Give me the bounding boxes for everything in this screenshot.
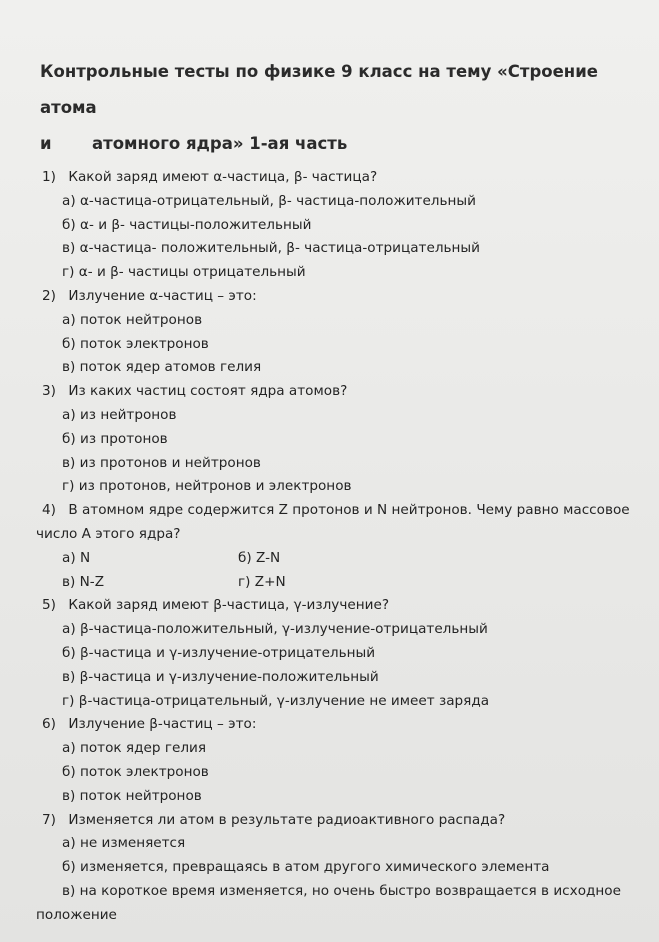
question-1-option-d: г) α- и β- частицы отрицательный: [62, 264, 306, 281]
question-3: 3) Из каких частиц состоят ядра атомов?: [42, 383, 348, 400]
question-4: 4) В атомном ядре содержится Z протонов и N нейтронов. Чему равно массовое: [42, 502, 630, 519]
question-2-option-a: а) поток нейтронов: [62, 311, 203, 328]
question-5-option-c: в) β-частица и γ-излучение-положительный: [62, 668, 379, 685]
question-1-option-b: б) α- и β- частицы-положительный: [62, 216, 312, 233]
question-6-option-c: в) поток нейтронов: [62, 787, 202, 804]
question-2-option-c: в) поток ядер атомов гелия: [62, 359, 262, 376]
question-7-option-b: б) изменяется, превращаясь в атом другого химического элемента: [62, 859, 550, 876]
question-6: 6) Излучение β-частиц – это:: [42, 716, 257, 733]
question-5-option-a: а) β-частица-положительный, γ-излучение-отрицательный: [62, 621, 488, 638]
question-4-options: [62, 547, 643, 595]
question-1: 1) Какой заряд имеют α-частица, β- частица?: [42, 169, 378, 185]
question-1-option-c: в) α-частица- положительный, β- частица-отрицательный: [62, 240, 480, 257]
question-7-option-a: а) не изменяется: [62, 835, 186, 852]
question-3-option-d: г) из протонов, нейтронов и электронов: [62, 478, 352, 495]
question-1-option-a: а) α-частица-отрицательный, β- частица-положительный: [62, 192, 476, 209]
question-2-option-b: б) поток электронов: [62, 335, 209, 352]
question-5-option-d: г) β-частица-отрицательный, γ-излучение не имеет заряда: [62, 692, 490, 709]
title-line-2-rest: атомного ядра» 1-ая часть: [92, 134, 348, 153]
title-line-2-start: и: [40, 134, 52, 153]
question-5-option-b: б) β-частица и γ-излучение-отрицательный: [62, 644, 376, 661]
question-4-option-b: б) Z-N: [238, 549, 281, 566]
question-4-continuation: число А этого ядра?: [36, 525, 181, 542]
question-6-option-a: а) поток ядер гелия: [62, 740, 207, 757]
question-6-option-b: б) поток электронов: [62, 763, 209, 780]
question-4-option-a: а) N: [62, 549, 91, 566]
question-2: 2) Излучение α-частиц – это:: [42, 287, 257, 304]
question-3-option-b: б) из протонов: [62, 430, 168, 447]
question-3-option-a: а) из нейтронов: [62, 406, 177, 423]
question-7-option-c: в) на короткое время изменяется, но очень быстро возвращается в исходное: [62, 882, 621, 899]
page-title: [40, 54, 643, 162]
title-line-2: [40, 126, 643, 162]
title-line-1: Контрольные тесты по физике 9 класс на тему «Строение атома: [40, 62, 598, 117]
question-5: 5) Какой заряд имеют β-частица, γ-излучение?: [42, 597, 390, 614]
question-4-option-c: в) N-Z: [62, 573, 105, 590]
question-7: 7) Изменяется ли атом в результате радиоактивного распада?: [42, 811, 506, 828]
question-3-option-c: в) из протонов и нейтронов: [62, 454, 261, 471]
question-7-option-c-continuation: положение: [36, 906, 117, 923]
question-4-option-d: г) Z+N: [238, 573, 286, 590]
